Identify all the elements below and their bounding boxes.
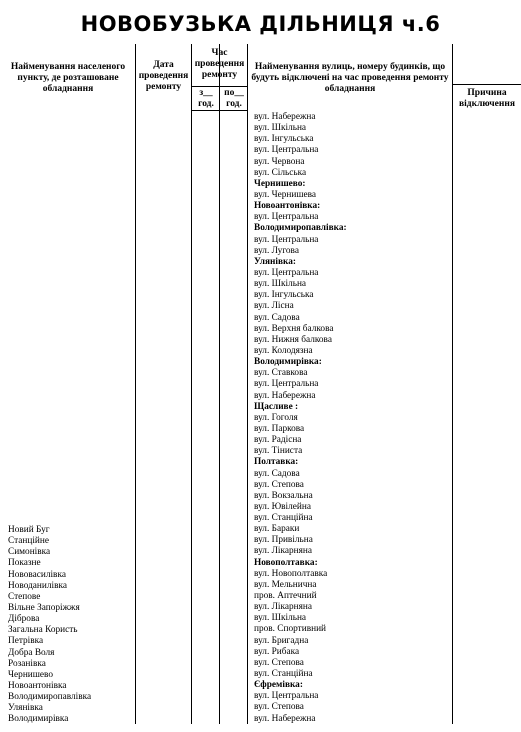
street-item: вул. Степова xyxy=(254,702,304,713)
header-time-to: по__ год. xyxy=(224,88,244,109)
settlement-item: Чернишево xyxy=(8,669,54,680)
column-divider xyxy=(247,44,248,724)
street-item: вул. Центральна xyxy=(254,234,319,245)
settlement-item: Вільне Запоріжжя xyxy=(8,602,80,613)
settlement-item: Новоантонівка xyxy=(8,680,67,691)
street-item: вул. Лікарняна xyxy=(254,546,312,557)
settlement-heading: Новоантонівка: xyxy=(254,201,321,212)
street-item: вул. Степова xyxy=(254,479,304,490)
street-item: вул. Ставкова xyxy=(254,368,308,379)
street-item: вул. Нижня балкова xyxy=(254,334,332,345)
street-item: вул. Інгульська xyxy=(254,134,314,145)
street-item: вул. Лікарняна xyxy=(254,602,312,613)
street-item: вул. Центральна xyxy=(254,267,319,278)
street-item: вул. Ювілейна xyxy=(254,501,311,512)
header-divider xyxy=(452,84,521,85)
header-time-from: з__ год. xyxy=(198,88,214,109)
street-item: вул. Центральна xyxy=(254,212,319,223)
street-item: вул. Радісна xyxy=(254,435,302,446)
street-item: вул. Степова xyxy=(254,657,304,668)
street-item: вул. Червона xyxy=(254,156,305,167)
header-time: Час проведення ремонту xyxy=(194,48,245,80)
column-divider xyxy=(452,44,453,724)
settlement-item: Симонівка xyxy=(8,547,51,558)
street-item: пров. Аптечний xyxy=(254,591,317,602)
page-title: НОВОБУЗЬКА ДІЛЬНИЦЯ ч.6 xyxy=(80,12,441,36)
header-streets: Найменування вулиць, номеру будинків, що будуть відключені на час проведення ремонту обладнання xyxy=(251,62,449,94)
settlement-heading: Полтавка: xyxy=(254,457,299,468)
settlement-item: Нововасилівка xyxy=(8,569,66,580)
settlement-item: Володимиропавлівка xyxy=(8,692,92,703)
settlement-item: Діброва xyxy=(8,614,40,625)
street-item: вул. Гоголя xyxy=(254,412,298,423)
street-item: вул. Лісна xyxy=(254,301,294,312)
settlement-item: Новоданилівка xyxy=(8,580,67,591)
street-item: вул. Тіниста xyxy=(254,446,303,457)
settlement-item: Володимирівка xyxy=(8,714,69,725)
street-item: вул. Паркова xyxy=(254,423,305,434)
settlement-heading: Чернишево: xyxy=(254,178,306,189)
header-divider xyxy=(191,86,248,87)
settlement-heading: Улянівка: xyxy=(254,256,296,267)
street-item: вул. Центральна xyxy=(254,691,319,702)
settlement-heading: Єфремівка: xyxy=(254,680,303,691)
settlement-heading: Володимирівка: xyxy=(254,357,322,368)
street-item: вул. Набережна xyxy=(254,390,316,401)
settlement-item: Станційне xyxy=(8,536,49,547)
street-item: вул. Сільська xyxy=(254,167,307,178)
street-item: вул. Садова xyxy=(254,468,300,479)
street-item: вул. Набережна xyxy=(254,713,316,724)
settlement-item: Загальна Користь xyxy=(8,625,78,636)
street-item: вул. Чернишева xyxy=(254,189,317,200)
street-item: вул. Бригадна xyxy=(254,635,309,646)
settlement-item: Новий Буг xyxy=(8,525,50,535)
street-item: вул. Центральна xyxy=(254,145,319,156)
settlement-heading: Новополтавка: xyxy=(254,557,318,568)
street-item: вул. Шкільна xyxy=(254,123,307,134)
column-divider xyxy=(219,44,220,724)
column-divider xyxy=(135,44,136,724)
settlement-item: Улянівка xyxy=(8,703,43,714)
street-item: вул. Інгульська xyxy=(254,290,314,301)
settlement-item: Розанівка xyxy=(8,658,46,669)
header-reason: Причина відключення xyxy=(459,88,515,109)
street-item: вул. Бараки xyxy=(254,524,300,535)
header-settlement: Найменування населеного пункту, де розташоване обладнання xyxy=(10,62,126,94)
street-item: вул. Верхня балкова xyxy=(254,323,334,334)
settlements-column xyxy=(8,525,133,726)
street-item: пров. Спортивний xyxy=(254,624,327,635)
settlement-heading: Володимиропавлівка: xyxy=(254,223,347,234)
streets-column xyxy=(254,112,450,725)
settlement-item: Показне xyxy=(8,558,41,569)
street-item: вул. Колодязна xyxy=(254,345,313,356)
street-item: вул. Лугова xyxy=(254,245,299,256)
street-item: вул. Садова xyxy=(254,312,300,323)
street-item: вул. Привільна xyxy=(254,535,313,546)
header-divider xyxy=(191,110,248,111)
street-item: вул. Вокзальна xyxy=(254,490,313,501)
settlement-item: Добра Воля xyxy=(8,647,55,658)
street-item: вул. Станційна xyxy=(254,513,313,524)
street-item: вул. Станційна xyxy=(254,669,313,680)
settlement-item: Степове xyxy=(8,591,41,602)
column-divider xyxy=(191,44,192,724)
header-date: Дата проведення ремонту xyxy=(138,60,189,92)
settlement-heading: Щасливе : xyxy=(254,401,299,412)
settlement-item: Петрівка xyxy=(8,636,44,647)
street-item: вул. Шкільна xyxy=(254,613,307,624)
street-item: вул. Центральна xyxy=(254,379,319,390)
street-item: вул. Мельнична xyxy=(254,579,317,590)
street-item: вул. Набережна xyxy=(254,112,316,122)
street-item: вул. Шкільна xyxy=(254,279,307,290)
street-item: вул. Новополтавка xyxy=(254,568,328,579)
street-item: вул. Рибака xyxy=(254,646,300,657)
